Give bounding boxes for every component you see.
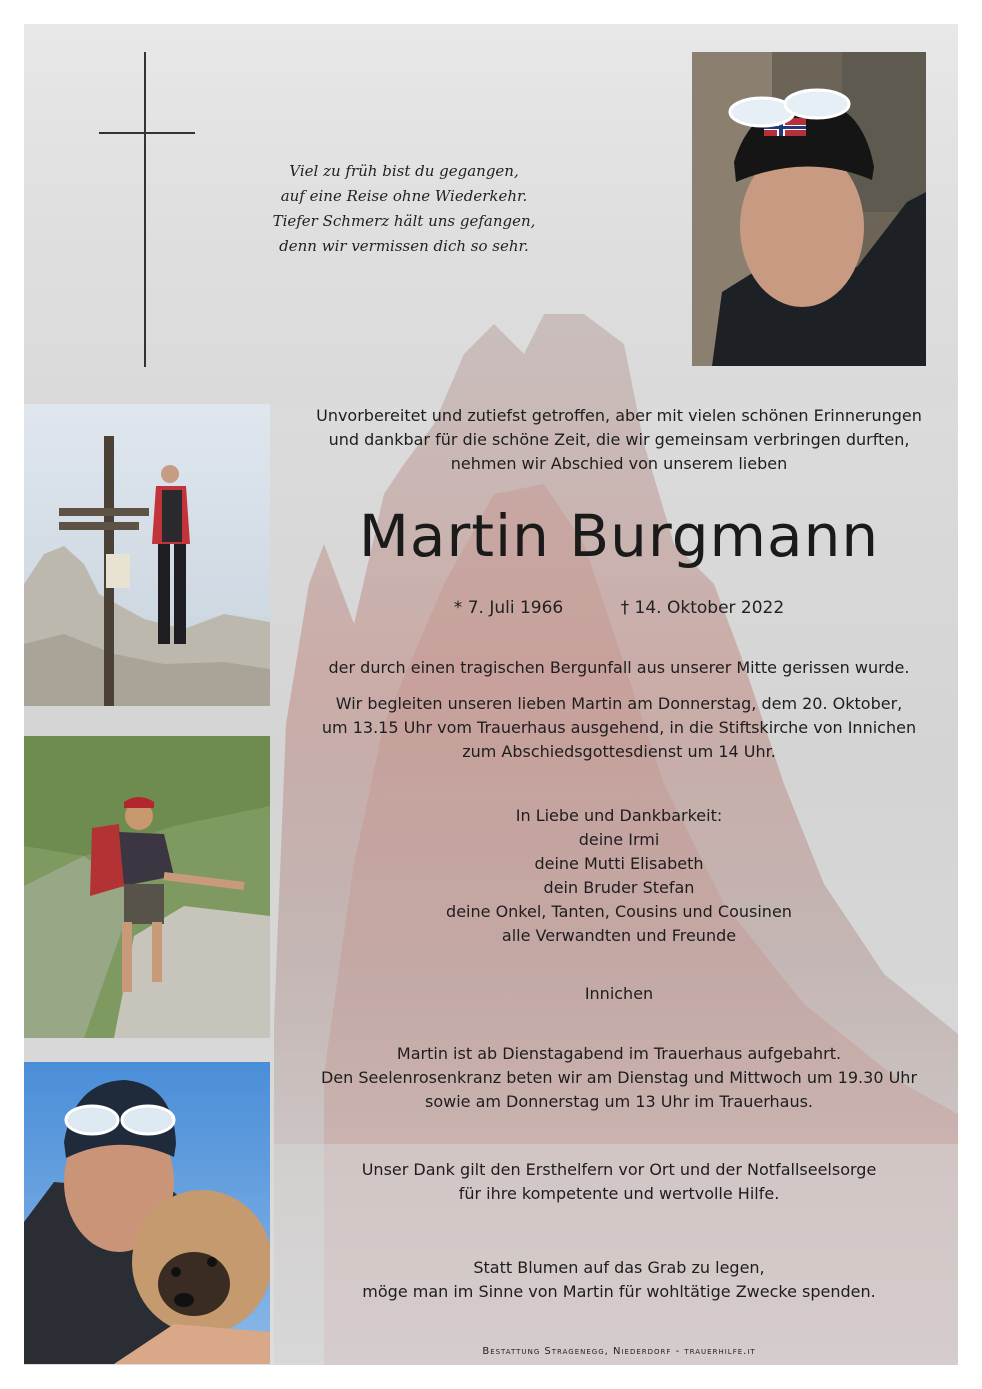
birth-date: * 7. Juli 1966: [453, 598, 564, 618]
wake-line: Martin ist ab Dienstagabend im Trauerhaus aufgebahrt.: [396, 1044, 842, 1063]
life-dates: [286, 596, 952, 620]
cross-horizontal-bar: [99, 132, 195, 134]
intro-line: und dankbar für die schöne Zeit, die wir gemeinsam verbringen durften,: [328, 430, 910, 449]
family-member: deine Onkel, Tanten, Cousins und Cousinen: [446, 902, 792, 921]
circumstance-line: der durch einen tragischen Bergunfall aus unserer Mitte gerissen wurde.: [328, 658, 910, 677]
summit-cross-photo: [24, 404, 270, 706]
funeral-home-footer: Bestattung Stragenegg, Niederdorf - trauerhilfe.it: [482, 1346, 756, 1357]
poem-line: Tiefer Schmerz hält uns gefangen,: [272, 212, 536, 230]
wake-line: Den Seelenrosenkranz beten wir am Dienstag und Mittwoch um 19.30 Uhr: [320, 1068, 918, 1087]
wake-details: [286, 1042, 952, 1114]
intro-text: [286, 404, 952, 476]
donation-note: [286, 1256, 952, 1304]
poem-line: Viel zu früh bist du gegangen,: [289, 162, 519, 180]
place-name: [286, 982, 952, 1006]
poem: [254, 159, 554, 259]
funeral-line: um 13.15 Uhr vom Trauerhaus ausgehend, in die Stiftskirche von Innichen: [321, 718, 917, 737]
thanks-line: Unser Dank gilt den Ersthelfern vor Ort und der Notfallseelsorge: [361, 1160, 877, 1179]
donation-line: möge man im Sinne von Martin für wohltätige Zwecke spenden.: [362, 1282, 876, 1301]
intro-line: Unvorbereitet und zutiefst getroffen, aber mit vielen schönen Erinnerungen: [316, 406, 922, 425]
portrait-photo: [692, 52, 926, 366]
family-heading: In Liebe und Dankbarkeit:: [515, 806, 723, 825]
dog-selfie-photo: [24, 1062, 270, 1364]
thanks-line: für ihre kompetente und wertvolle Hilfe.: [458, 1184, 780, 1203]
deceased-name: Martin Burgmann: [358, 502, 880, 570]
wake-line: sowie am Donnerstag um 13 Uhr im Trauerhaus.: [424, 1092, 813, 1111]
place-line: Innichen: [584, 984, 654, 1003]
obituary-card: [24, 24, 958, 1365]
family-member: dein Bruder Stefan: [543, 878, 695, 897]
death-date: † 14. Oktober 2022: [620, 598, 785, 618]
thanks-text: [286, 1158, 952, 1206]
donation-line: Statt Blumen auf das Grab zu legen,: [473, 1258, 765, 1277]
family-member: deine Mutti Elisabeth: [534, 854, 704, 873]
family-member: deine Irmi: [578, 830, 660, 849]
family-list: [286, 804, 952, 948]
funeral-line: zum Abschiedsgottesdienst um 14 Uhr.: [462, 742, 776, 761]
climbing-photo: [24, 736, 270, 1038]
circumstance-text: [286, 656, 952, 680]
poem-line: auf eine Reise ohne Wiederkehr.: [280, 187, 528, 205]
cross-vertical-bar: [144, 52, 146, 367]
intro-line: nehmen wir Abschied von unserem lieben: [450, 454, 788, 473]
poem-line: denn wir vermissen dich so sehr.: [279, 237, 529, 255]
funeral-line: Wir begleiten unseren lieben Martin am Donnerstag, dem 20. Oktober,: [335, 694, 903, 713]
family-member: alle Verwandten und Freunde: [501, 926, 737, 945]
funeral-details: [286, 692, 952, 764]
